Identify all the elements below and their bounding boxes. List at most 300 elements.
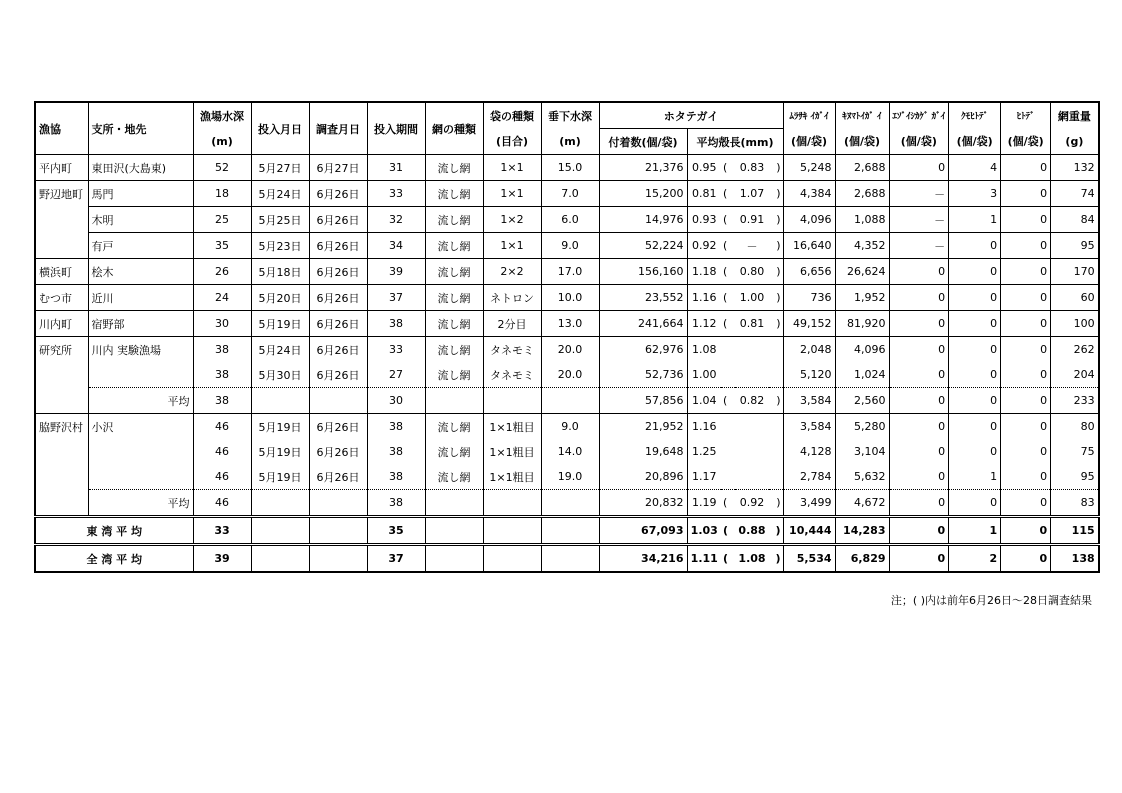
cell-kakucho: 1.00: [687, 362, 721, 388]
table-row: [35, 337, 1099, 363]
cell-tounyu: 5月25日: [251, 207, 309, 233]
cell-murasaki: 4,128: [783, 439, 835, 464]
cell-gyokyo: [35, 233, 88, 259]
cell-kinu: 5,280: [835, 414, 889, 440]
cell-juryo: 75: [1051, 439, 1099, 464]
cell-murasaki: 49,152: [783, 311, 835, 337]
cell-murasaki: 5,248: [783, 155, 835, 181]
cell-shisho: [88, 439, 193, 464]
cell-prev-kakucho: 0.83: [735, 155, 769, 181]
cell-chousa: 6月26日: [309, 181, 367, 207]
cell-kinu: 4,096: [835, 337, 889, 363]
cell-murasaki: 3,584: [783, 388, 835, 414]
cell-suika: 19.0: [541, 464, 599, 490]
cell-chousa: 6月26日: [309, 362, 367, 388]
cell-fukuro: 1×1粗目: [483, 439, 541, 464]
cell-tounyu: 5月27日: [251, 155, 309, 181]
cell-kakucho: 1.16: [687, 285, 721, 311]
cell-ezo: 0: [889, 388, 949, 414]
cell-kumo: 0: [949, 362, 1001, 388]
cell-kumo: 2: [949, 545, 1001, 573]
cell-ami: 流し網: [425, 207, 483, 233]
cell-shisho: 馬門: [88, 181, 193, 207]
cell-suika: 9.0: [541, 233, 599, 259]
cell-murasaki: 6,656: [783, 259, 835, 285]
cell-kumo: 1: [949, 464, 1001, 490]
cell-kumo: 1: [949, 207, 1001, 233]
cell-kikan: 35: [367, 517, 425, 545]
cell-kumo: 0: [949, 388, 1001, 414]
cell-fukuro: 1×1粗目: [483, 414, 541, 440]
cell-juryo: 132: [1051, 155, 1099, 181]
cell-suishin: 39: [193, 545, 251, 573]
cell-fuchaku: 20,896: [599, 464, 687, 490]
cell-paren-close: ): [769, 233, 783, 259]
cell-ami: 流し網: [425, 439, 483, 464]
cell-paren-close: [769, 464, 783, 490]
cell-ezo: 0: [889, 311, 949, 337]
cell-paren-close: [769, 439, 783, 464]
cell-kakucho: 0.93: [687, 207, 721, 233]
cell-juryo: 115: [1051, 517, 1099, 545]
cell-juryo: 138: [1051, 545, 1099, 573]
cell-paren-open: (: [721, 545, 735, 573]
table-row: [35, 311, 1099, 337]
cell-fuchaku: 19,648: [599, 439, 687, 464]
cell-juryo: 262: [1051, 337, 1099, 363]
cell-suishin: 35: [193, 233, 251, 259]
cell-kakucho: 1.16: [687, 414, 721, 440]
cell-shisho: 有戸: [88, 233, 193, 259]
table-row: [35, 259, 1099, 285]
cell-paren-open: [721, 362, 735, 388]
cell-hitode: 0: [1001, 414, 1051, 440]
cell-paren-close: ): [769, 545, 783, 573]
cell-ami: 流し網: [425, 362, 483, 388]
cell-prev-kakucho: [735, 362, 769, 388]
cell-kikan: 38: [367, 490, 425, 517]
cell-empty: [251, 517, 309, 545]
cell-paren-close: ): [769, 388, 783, 414]
cell-kinu: 81,920: [835, 311, 889, 337]
cell-paren-open: (: [721, 207, 735, 233]
cell-ami: 流し網: [425, 285, 483, 311]
cell-kinu: 4,672: [835, 490, 889, 517]
cell-summary-label: 全 湾 平 均: [35, 545, 193, 573]
cell-hitode: 0: [1001, 155, 1051, 181]
cell-paren-close: ): [769, 490, 783, 517]
cell-fuchaku: 57,856: [599, 388, 687, 414]
cell-paren-close: ): [769, 517, 783, 545]
cell-empty: [425, 517, 483, 545]
cell-chousa: 6月26日: [309, 464, 367, 490]
cell-hitode: 0: [1001, 259, 1051, 285]
cell-kikan: 39: [367, 259, 425, 285]
cell-suishin: 30: [193, 311, 251, 337]
header-kumomi: ｸﾓﾋﾄﾃﾞ: [949, 102, 1001, 129]
cell-kakucho: 1.08: [687, 337, 721, 363]
cell-juryo: 83: [1051, 490, 1099, 517]
cell-ami: 流し網: [425, 311, 483, 337]
cell-prev-kakucho: 0.80: [735, 259, 769, 285]
cell-chousa: 6月26日: [309, 439, 367, 464]
cell-ami: 流し網: [425, 233, 483, 259]
cell-empty: [483, 517, 541, 545]
cell-tounyu: 5月30日: [251, 362, 309, 388]
cell-kikan: 37: [367, 285, 425, 311]
cell-paren-close: ): [769, 285, 783, 311]
cell-prev-kakucho: －: [735, 233, 769, 259]
header-kinu: ｷﾇﾏﾄｲｶﾞ ｲ: [835, 102, 889, 129]
cell-chousa: 6月26日: [309, 259, 367, 285]
cell-empty: [483, 545, 541, 573]
cell-empty: [425, 545, 483, 573]
header-ezo: ｴｿﾞｲｼｶｹﾞ ｶﾞｲ: [889, 102, 949, 129]
cell-kumo: 0: [949, 233, 1001, 259]
cell-juryo: 233: [1051, 388, 1099, 414]
header-fuchaku: 付着数(個/袋): [599, 129, 687, 155]
cell-juryo: 100: [1051, 311, 1099, 337]
cell-paren-open: (: [721, 259, 735, 285]
cell-tounyu: 5月24日: [251, 337, 309, 363]
cell-kinu: 1,952: [835, 285, 889, 311]
cell-fuchaku: 21,376: [599, 155, 687, 181]
cell-paren-open: (: [721, 285, 735, 311]
cell-hitode: 0: [1001, 207, 1051, 233]
header-hitode: ﾋﾄﾃﾞ: [1001, 102, 1051, 129]
cell-juryo: 60: [1051, 285, 1099, 311]
cell-fuchaku: 52,736: [599, 362, 687, 388]
cell-suika: 20.0: [541, 337, 599, 363]
cell-chousa: 6月26日: [309, 285, 367, 311]
cell-hitode: 0: [1001, 233, 1051, 259]
cell-kumo: 3: [949, 181, 1001, 207]
header-unit-2: (個/袋): [835, 129, 889, 155]
cell-paren-open: (: [721, 311, 735, 337]
cell-tounyu: 5月19日: [251, 414, 309, 440]
cell-fukuro: 2分目: [483, 311, 541, 337]
cell-fuchaku: 241,664: [599, 311, 687, 337]
header-unit-g: (g): [1051, 129, 1099, 155]
cell-kumo: 4: [949, 155, 1001, 181]
cell-murasaki: 5,534: [783, 545, 835, 573]
cell-ezo: 0: [889, 545, 949, 573]
cell-kikan: 32: [367, 207, 425, 233]
cell-kikan: 38: [367, 439, 425, 464]
cell-chousa: 6月26日: [309, 233, 367, 259]
cell-shisho: 桧木: [88, 259, 193, 285]
cell-kakucho: 0.81: [687, 181, 721, 207]
cell-tounyu: [251, 388, 309, 414]
cell-juryo: 170: [1051, 259, 1099, 285]
header-ami: 網の種類: [425, 102, 483, 155]
cell-fukuro: ネトロン: [483, 285, 541, 311]
cell-suishin: 33: [193, 517, 251, 545]
cell-hitode: 0: [1001, 545, 1051, 573]
cell-ezo: 0: [889, 259, 949, 285]
cell-paren-open: (: [721, 490, 735, 517]
cell-kikan: 31: [367, 155, 425, 181]
cell-ezo: －: [889, 207, 949, 233]
table-row: [35, 490, 1099, 517]
cell-ami: 流し網: [425, 464, 483, 490]
cell-suishin: 25: [193, 207, 251, 233]
cell-tounyu: 5月20日: [251, 285, 309, 311]
cell-hitode: 0: [1001, 388, 1051, 414]
cell-ezo: 0: [889, 490, 949, 517]
cell-shisho: 平均: [88, 490, 193, 517]
cell-kumo: 0: [949, 414, 1001, 440]
cell-empty: [309, 517, 367, 545]
cell-shisho: 近川: [88, 285, 193, 311]
cell-ezo: －: [889, 181, 949, 207]
cell-fuchaku: 14,976: [599, 207, 687, 233]
cell-kakucho: 1.18: [687, 259, 721, 285]
cell-shisho: [88, 464, 193, 490]
cell-suika: 20.0: [541, 362, 599, 388]
header-suishin: 漁場水深: [193, 102, 251, 129]
cell-ezo: 0: [889, 517, 949, 545]
cell-suishin: 46: [193, 414, 251, 440]
cell-suika: 10.0: [541, 285, 599, 311]
cell-kinu: 5,632: [835, 464, 889, 490]
cell-gyokyo: 脇野沢村: [35, 414, 88, 440]
cell-murasaki: 3,584: [783, 414, 835, 440]
cell-ezo: 0: [889, 155, 949, 181]
cell-paren-close: ): [769, 155, 783, 181]
cell-ami: [425, 388, 483, 414]
cell-suishin: 46: [193, 490, 251, 517]
cell-fuchaku: 20,832: [599, 490, 687, 517]
cell-gyokyo: [35, 388, 88, 414]
cell-fuchaku: 15,200: [599, 181, 687, 207]
cell-ezo: 0: [889, 414, 949, 440]
cell-shisho: 木明: [88, 207, 193, 233]
cell-ami: 流し網: [425, 181, 483, 207]
header-fukuro-unit: (目合): [483, 129, 541, 155]
cell-paren-open: (: [721, 517, 735, 545]
cell-kikan: 38: [367, 464, 425, 490]
cell-suishin: 24: [193, 285, 251, 311]
header-tounyu: 投入月日: [251, 102, 309, 155]
cell-prev-kakucho: [735, 464, 769, 490]
cell-fukuro: 2×2: [483, 259, 541, 285]
cell-kinu: 6,829: [835, 545, 889, 573]
cell-chousa: 6月27日: [309, 155, 367, 181]
cell-kumo: 0: [949, 259, 1001, 285]
cell-fukuro: 1×1: [483, 181, 541, 207]
cell-prev-kakucho: 0.88: [735, 517, 769, 545]
cell-tounyu: 5月19日: [251, 311, 309, 337]
cell-juryo: 204: [1051, 362, 1099, 388]
cell-shisho: 平均: [88, 388, 193, 414]
cell-fukuro: 1×2: [483, 207, 541, 233]
header-unit-4: (個/袋): [949, 129, 1001, 155]
table-row: [35, 207, 1099, 233]
cell-kumo: 0: [949, 285, 1001, 311]
cell-suishin: 38: [193, 388, 251, 414]
header-gyokyo: 漁協: [35, 102, 88, 155]
cell-fuchaku: 21,952: [599, 414, 687, 440]
cell-kinu: 2,560: [835, 388, 889, 414]
cell-paren-close: ): [769, 207, 783, 233]
cell-ezo: 0: [889, 464, 949, 490]
cell-murasaki: 4,096: [783, 207, 835, 233]
cell-kinu: 26,624: [835, 259, 889, 285]
cell-suika: [541, 490, 599, 517]
cell-prev-kakucho: 1.08: [735, 545, 769, 573]
cell-fukuro: [483, 490, 541, 517]
table-row: [35, 439, 1099, 464]
cell-ezo: 0: [889, 285, 949, 311]
cell-kikan: 38: [367, 311, 425, 337]
cell-murasaki: 2,784: [783, 464, 835, 490]
cell-kakucho: 0.95: [687, 155, 721, 181]
footnote: 注；( )内は前年6月26日～28日調査結果: [890, 594, 1092, 607]
cell-fuchaku: 34,216: [599, 545, 687, 573]
cell-paren-close: [769, 362, 783, 388]
cell-suika: 13.0: [541, 311, 599, 337]
cell-gyokyo: むつ市: [35, 285, 88, 311]
cell-paren-open: [721, 337, 735, 363]
header-suika-unit: (m): [541, 129, 599, 155]
cell-prev-kakucho: 0.91: [735, 207, 769, 233]
cell-kikan: 33: [367, 181, 425, 207]
cell-suika: 7.0: [541, 181, 599, 207]
header-hotate: ホタテガイ: [599, 102, 783, 129]
header-unit-5: (個/袋): [1001, 129, 1051, 155]
cell-fuchaku: 62,976: [599, 337, 687, 363]
cell-gyokyo: [35, 207, 88, 233]
cell-kumo: 0: [949, 439, 1001, 464]
cell-kikan: 30: [367, 388, 425, 414]
cell-fuchaku: 67,093: [599, 517, 687, 545]
cell-juryo: 80: [1051, 414, 1099, 440]
cell-kinu: 3,104: [835, 439, 889, 464]
cell-kinu: 14,283: [835, 517, 889, 545]
cell-shisho: 小沢: [88, 414, 193, 440]
table-row: [35, 388, 1099, 414]
cell-fuchaku: 23,552: [599, 285, 687, 311]
cell-gyokyo: 野辺地町: [35, 181, 88, 207]
cell-prev-kakucho: [735, 337, 769, 363]
cell-empty: [309, 545, 367, 573]
cell-hitode: 0: [1001, 517, 1051, 545]
cell-empty: [251, 545, 309, 573]
header-row-1: [35, 102, 1099, 129]
cell-fukuro: 1×1粗目: [483, 464, 541, 490]
cell-suishin: 46: [193, 439, 251, 464]
cell-suishin: 18: [193, 181, 251, 207]
cell-kumo: 0: [949, 311, 1001, 337]
cell-summary-label: 東 湾 平 均: [35, 517, 193, 545]
cell-kakucho: 1.17: [687, 464, 721, 490]
cell-chousa: 6月26日: [309, 207, 367, 233]
scallop-survey-table: [34, 101, 1100, 573]
cell-suishin: 26: [193, 259, 251, 285]
cell-prev-kakucho: 0.82: [735, 388, 769, 414]
cell-ami: [425, 490, 483, 517]
cell-kakucho: 1.12: [687, 311, 721, 337]
header-murasaki: ﾑﾗｻｷ ｲｶﾞｲ: [783, 102, 835, 129]
cell-empty: [541, 517, 599, 545]
cell-murasaki: 4,384: [783, 181, 835, 207]
cell-hitode: 0: [1001, 337, 1051, 363]
cell-tounyu: 5月18日: [251, 259, 309, 285]
cell-gyokyo: 川内町: [35, 311, 88, 337]
cell-shisho: 川内 実験漁場: [88, 337, 193, 363]
cell-suishin: 52: [193, 155, 251, 181]
cell-hitode: 0: [1001, 181, 1051, 207]
cell-fukuro: 1×1: [483, 233, 541, 259]
cell-hitode: 0: [1001, 362, 1051, 388]
cell-ami: 流し網: [425, 155, 483, 181]
cell-paren-close: ): [769, 311, 783, 337]
cell-kumo: 0: [949, 490, 1001, 517]
cell-prev-kakucho: 1.00: [735, 285, 769, 311]
table-row: [35, 181, 1099, 207]
table-row: [35, 285, 1099, 311]
cell-prev-kakucho: 0.92: [735, 490, 769, 517]
cell-gyokyo: [35, 490, 88, 517]
cell-shisho: 東田沢(大島東): [88, 155, 193, 181]
cell-fukuro: タネモミ: [483, 337, 541, 363]
cell-kakucho: 1.04: [687, 388, 721, 414]
cell-suika: 14.0: [541, 439, 599, 464]
cell-murasaki: 2,048: [783, 337, 835, 363]
cell-kinu: 1,024: [835, 362, 889, 388]
cell-kumo: 1: [949, 517, 1001, 545]
cell-paren-close: ): [769, 181, 783, 207]
cell-fukuro: 1×1: [483, 155, 541, 181]
cell-kikan: 38: [367, 414, 425, 440]
cell-ezo: 0: [889, 337, 949, 363]
cell-tounyu: 5月19日: [251, 439, 309, 464]
cell-murasaki: 10,444: [783, 517, 835, 545]
cell-kakucho: 1.25: [687, 439, 721, 464]
cell-gyokyo: 平内町: [35, 155, 88, 181]
cell-kikan: 34: [367, 233, 425, 259]
cell-prev-kakucho: 0.81: [735, 311, 769, 337]
cell-chousa: [309, 388, 367, 414]
cell-juryo: 95: [1051, 233, 1099, 259]
cell-paren-open: [721, 414, 735, 440]
cell-kakucho: 1.11: [687, 545, 721, 573]
cell-paren-open: (: [721, 155, 735, 181]
cell-ami: 流し網: [425, 259, 483, 285]
cell-kakucho: 1.19: [687, 490, 721, 517]
cell-gyokyo: [35, 464, 88, 490]
cell-kikan: 27: [367, 362, 425, 388]
cell-murasaki: 3,499: [783, 490, 835, 517]
cell-tounyu: 5月19日: [251, 464, 309, 490]
cell-kinu: 4,352: [835, 233, 889, 259]
cell-juryo: 84: [1051, 207, 1099, 233]
cell-prev-kakucho: [735, 414, 769, 440]
cell-suika: 15.0: [541, 155, 599, 181]
table-row: [35, 464, 1099, 490]
cell-suika: 6.0: [541, 207, 599, 233]
header-chousa: 調査月日: [309, 102, 367, 155]
header-kikan: 投入期間: [367, 102, 425, 155]
cell-gyokyo: 横浜町: [35, 259, 88, 285]
cell-shisho: [88, 362, 193, 388]
cell-ezo: 0: [889, 362, 949, 388]
cell-fukuro: [483, 388, 541, 414]
cell-fukuro: タネモミ: [483, 362, 541, 388]
cell-paren-close: [769, 414, 783, 440]
summary-row: [35, 517, 1099, 545]
